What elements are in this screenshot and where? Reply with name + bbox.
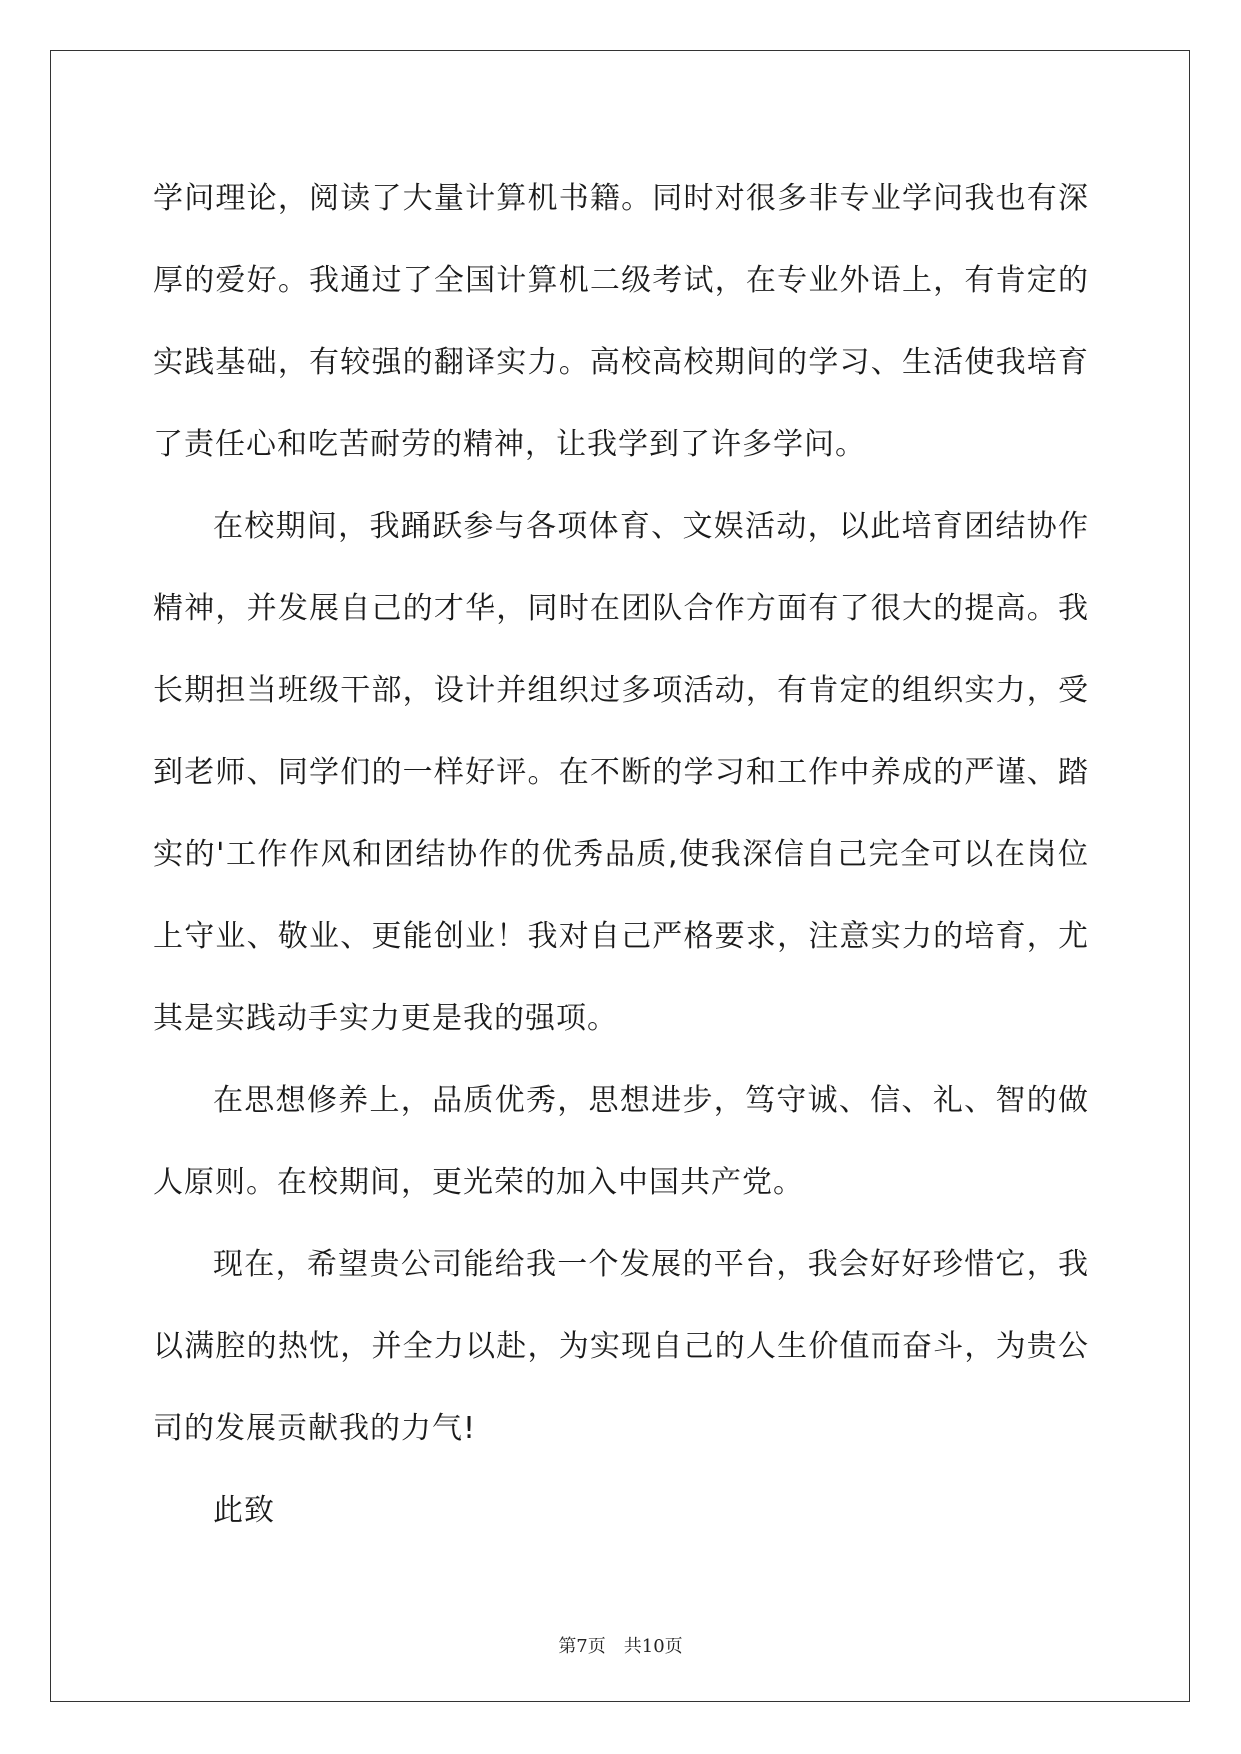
paragraph-salutation: 此致 [213, 1493, 275, 1528]
paragraph-campus-activities: 在校期间，我踊跃参与各项体育、文娱活动，以此培育团结协作精神，并发展自己的才华，同时在团队合作方面有了很大的提高。我长期担当班级干部，设计并组织过多项活动，有肯定的组织实力，受到老师、同学们的一样好评。在不断的学习和工作中养成的严谨、踏实的'工作作风和团结协作的优秀品质,使我深信自己完全可以在岗位上守业、敬业、更能创业！我对自己严格要求，注意实力的培育，尤其是实践动手实力更是我的强项。 [153, 509, 1089, 1036]
paragraph-knowledge: 学问理论，阅读了大量计算机书籍。同时对很多非专业学问我也有深厚的爱好。我通过了全国计算机二级考试，在专业外语上，有肯定的实践基础，有较强的翻译实力。高校高校期间的学习、生活使我培育了责任心和吃苦耐劳的精神，让我学到了许多学问。 [153, 181, 1089, 462]
paragraph-closing-wish: 现在，希望贵公司能给我一个发展的平台，我会好好珍惜它，我以满腔的热忱，并全力以赴，为实现自己的人生价值而奋斗，为贵公司的发展贡献我的力气! [153, 1247, 1089, 1446]
letter-body [153, 158, 1089, 1552]
paragraph-moral-character: 在思想修养上，品质优秀，思想进步，笃守诚、信、礼、智的做人原则。在校期间，更光荣的加入中国共产党。 [153, 1083, 1089, 1200]
page-number-footer: 第7页 共10页 [558, 1636, 683, 1657]
